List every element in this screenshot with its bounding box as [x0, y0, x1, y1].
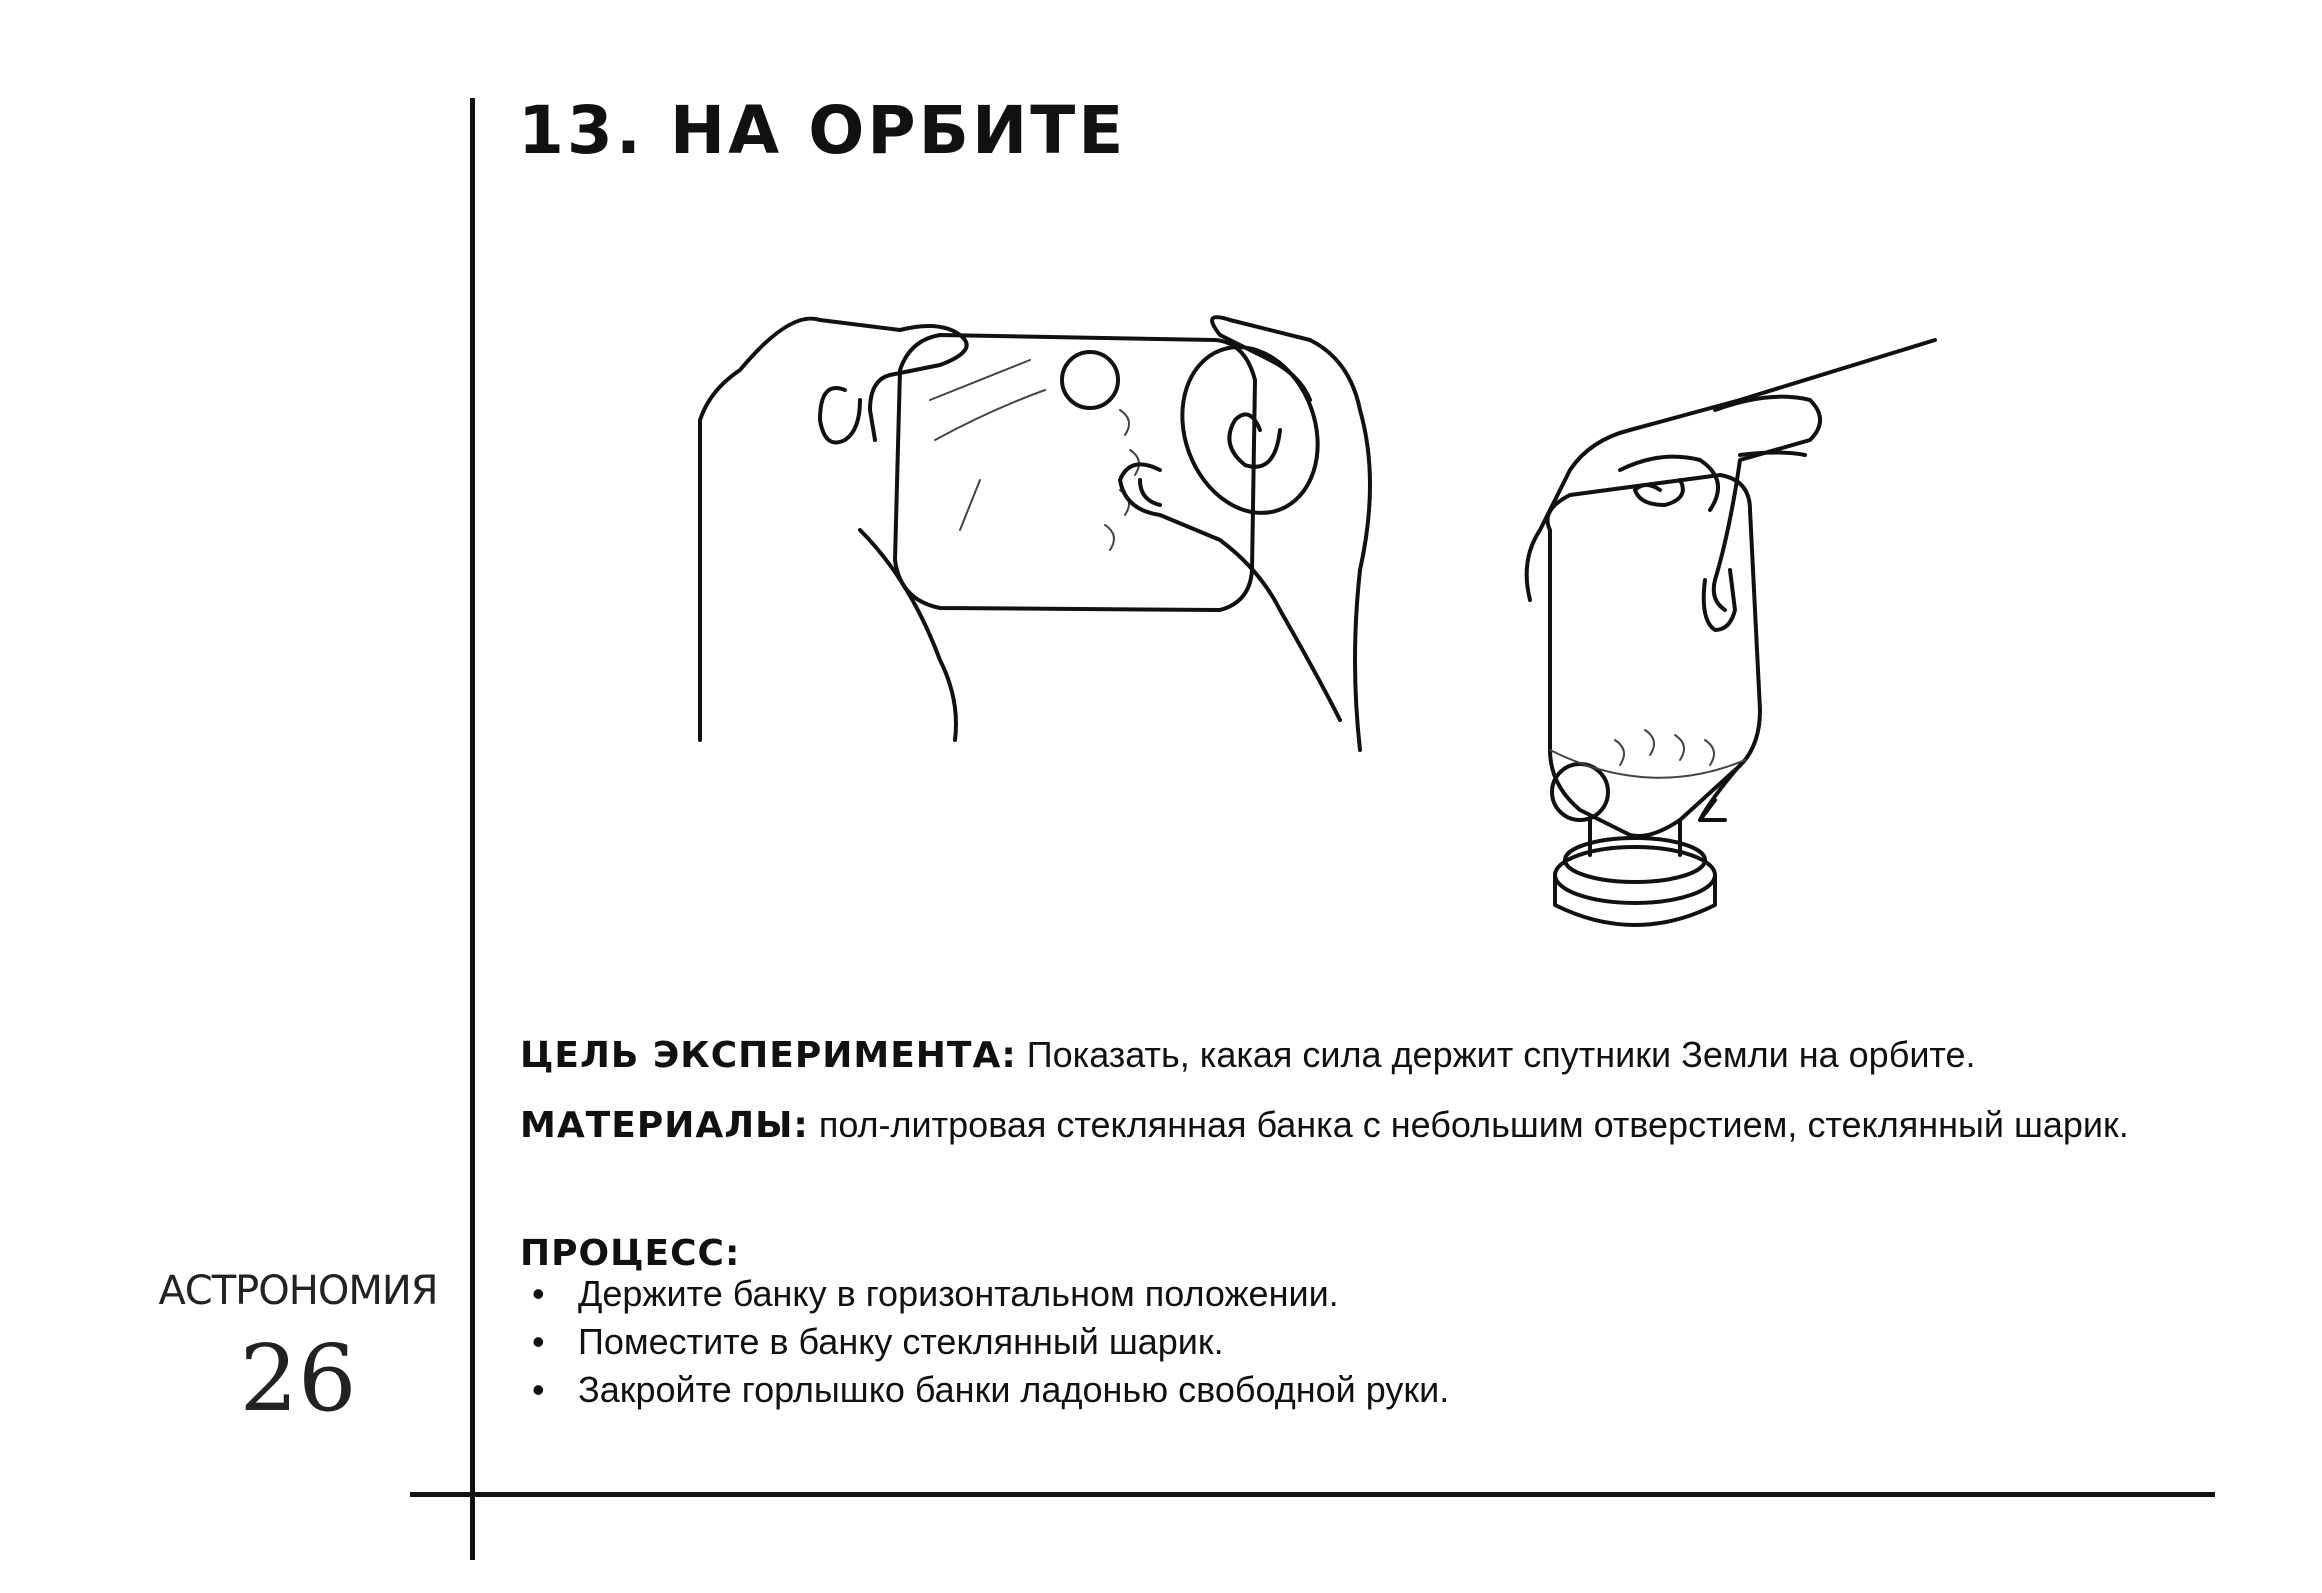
goal-paragraph	[520, 1030, 2220, 1081]
bottom-rule	[410, 1492, 2215, 1497]
step-text: Закройте горлышко банки ладонью свободной руки.	[578, 1369, 1450, 1410]
step-text: Держите банку в горизонтальном положении.	[578, 1273, 1339, 1314]
page-number: 26	[239, 1325, 357, 1432]
bullet-icon: •	[532, 1369, 545, 1410]
materials-text: пол-литровая стеклянная банка с небольшим отверстием, стеклянный шарик.	[818, 1104, 2129, 1145]
section-name: АСТРОНОМИЯ	[158, 1268, 438, 1314]
process-steps-list	[532, 1270, 1449, 1414]
materials-label: МАТЕРИАЛЫ:	[520, 1105, 809, 1146]
bullet-icon: •	[532, 1273, 545, 1314]
experiment-illustration	[660, 280, 1990, 1010]
list-item	[532, 1318, 1449, 1366]
step-text: Поместите в банку стеклянный шарик.	[578, 1321, 1224, 1362]
page-title: 13. НА ОРБИТЕ	[518, 92, 1127, 169]
process-label: ПРОЦЕСС:	[520, 1233, 741, 1274]
hands-holding-jar-drawing	[700, 317, 1370, 750]
list-item	[532, 1366, 1449, 1414]
list-item	[532, 1270, 1449, 1318]
bullet-icon: •	[532, 1321, 545, 1362]
goal-label: ЦЕЛЬ ЭКСПЕРИМЕНТА:	[520, 1035, 1017, 1076]
hand-holding-jar-upright-drawing	[1527, 340, 1935, 925]
vertical-rule	[470, 98, 475, 1560]
materials-paragraph	[520, 1100, 2220, 1151]
goal-text: Показать, какая сила держит спутники Земли на орбите.	[1026, 1034, 1976, 1075]
